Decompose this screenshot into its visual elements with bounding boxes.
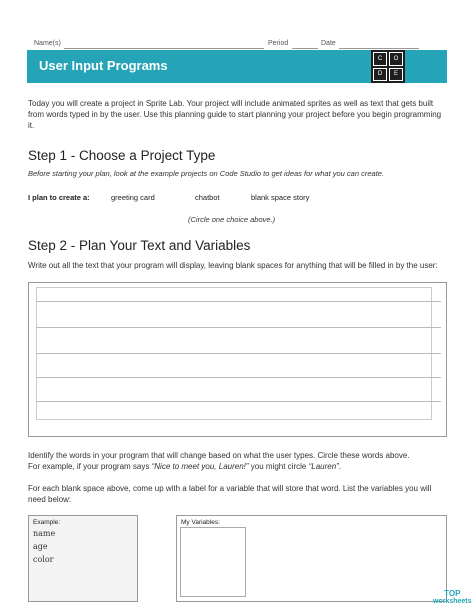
footer-brand bbox=[433, 590, 472, 606]
step1-title: Step 1 - Choose a Project Type bbox=[28, 148, 216, 163]
writing-line bbox=[36, 401, 441, 402]
example-item-name: name bbox=[33, 529, 56, 538]
date-label: Date bbox=[321, 40, 336, 47]
period-label: Period bbox=[268, 40, 289, 47]
option-blank-space-story[interactable]: blank space story bbox=[251, 193, 310, 202]
logo-letter: E bbox=[389, 68, 403, 82]
code-logo bbox=[371, 50, 405, 83]
example-item-color: color bbox=[33, 555, 54, 564]
identify-paragraph bbox=[28, 450, 448, 472]
example-label: Example: bbox=[33, 519, 61, 526]
writing-line bbox=[36, 377, 441, 378]
logo-letter: D bbox=[373, 68, 387, 82]
page-title: User Input Programs bbox=[39, 58, 168, 73]
identify-quote2: “Lauren” bbox=[308, 462, 339, 471]
logo-letter: C bbox=[373, 52, 387, 66]
name-line[interactable] bbox=[64, 48, 264, 49]
step1-instructions: Before starting your plan, look at the example projects on Code Studio to get ideas for what you can create. bbox=[28, 169, 385, 178]
identify-text-2a: For example, if your program says bbox=[28, 462, 152, 471]
example-item-age: age bbox=[33, 542, 48, 551]
my-variables-box[interactable] bbox=[176, 515, 447, 602]
my-variables-label: My Variables: bbox=[181, 519, 220, 526]
option-greeting-card[interactable]: greeting card bbox=[111, 193, 155, 202]
option-chatbot[interactable]: chatbot bbox=[195, 193, 220, 202]
writing-line bbox=[36, 301, 441, 302]
intro-paragraph: Today you will create a project in Sprite Lab. Your project will include animated sprites as well as text that gets built from words typed in by the user. Use this planning guide to start planning your project before you begin programming it. bbox=[28, 99, 442, 130]
step2-title: Step 2 - Plan Your Text and Variables bbox=[28, 238, 251, 253]
date-line[interactable] bbox=[339, 48, 419, 49]
text-writing-box[interactable] bbox=[28, 282, 447, 437]
identify-text-2b: you might circle bbox=[248, 462, 309, 471]
circle-note: (Circle one choice above.) bbox=[188, 215, 276, 224]
name-label: Name(s) bbox=[34, 40, 61, 47]
logo-letter: O bbox=[389, 52, 403, 66]
footer-brand-top: TOP bbox=[444, 589, 461, 598]
variables-list-area[interactable] bbox=[180, 527, 246, 597]
writing-line bbox=[36, 327, 441, 328]
example-box bbox=[28, 515, 138, 602]
plan-label: I plan to create a: bbox=[28, 193, 90, 202]
variables-paragraph: For each blank space above, come up with a label for a variable that will store that word. List the variables you will need below: bbox=[28, 484, 432, 504]
period-line[interactable] bbox=[292, 48, 318, 49]
footer-brand-bottom: worksheets bbox=[433, 598, 472, 605]
writing-line bbox=[36, 353, 441, 354]
identify-text-1: Identify the words in your program that will change based on what the user types. Circle these words above. bbox=[28, 451, 410, 460]
step2-instructions: Write out all the text that your program will display, leaving blank spaces for anything that will be filled in by the user: bbox=[28, 261, 438, 270]
identify-text-2c: . bbox=[338, 462, 342, 471]
identify-quote: “Nice to meet you, Lauren!” bbox=[151, 462, 249, 471]
